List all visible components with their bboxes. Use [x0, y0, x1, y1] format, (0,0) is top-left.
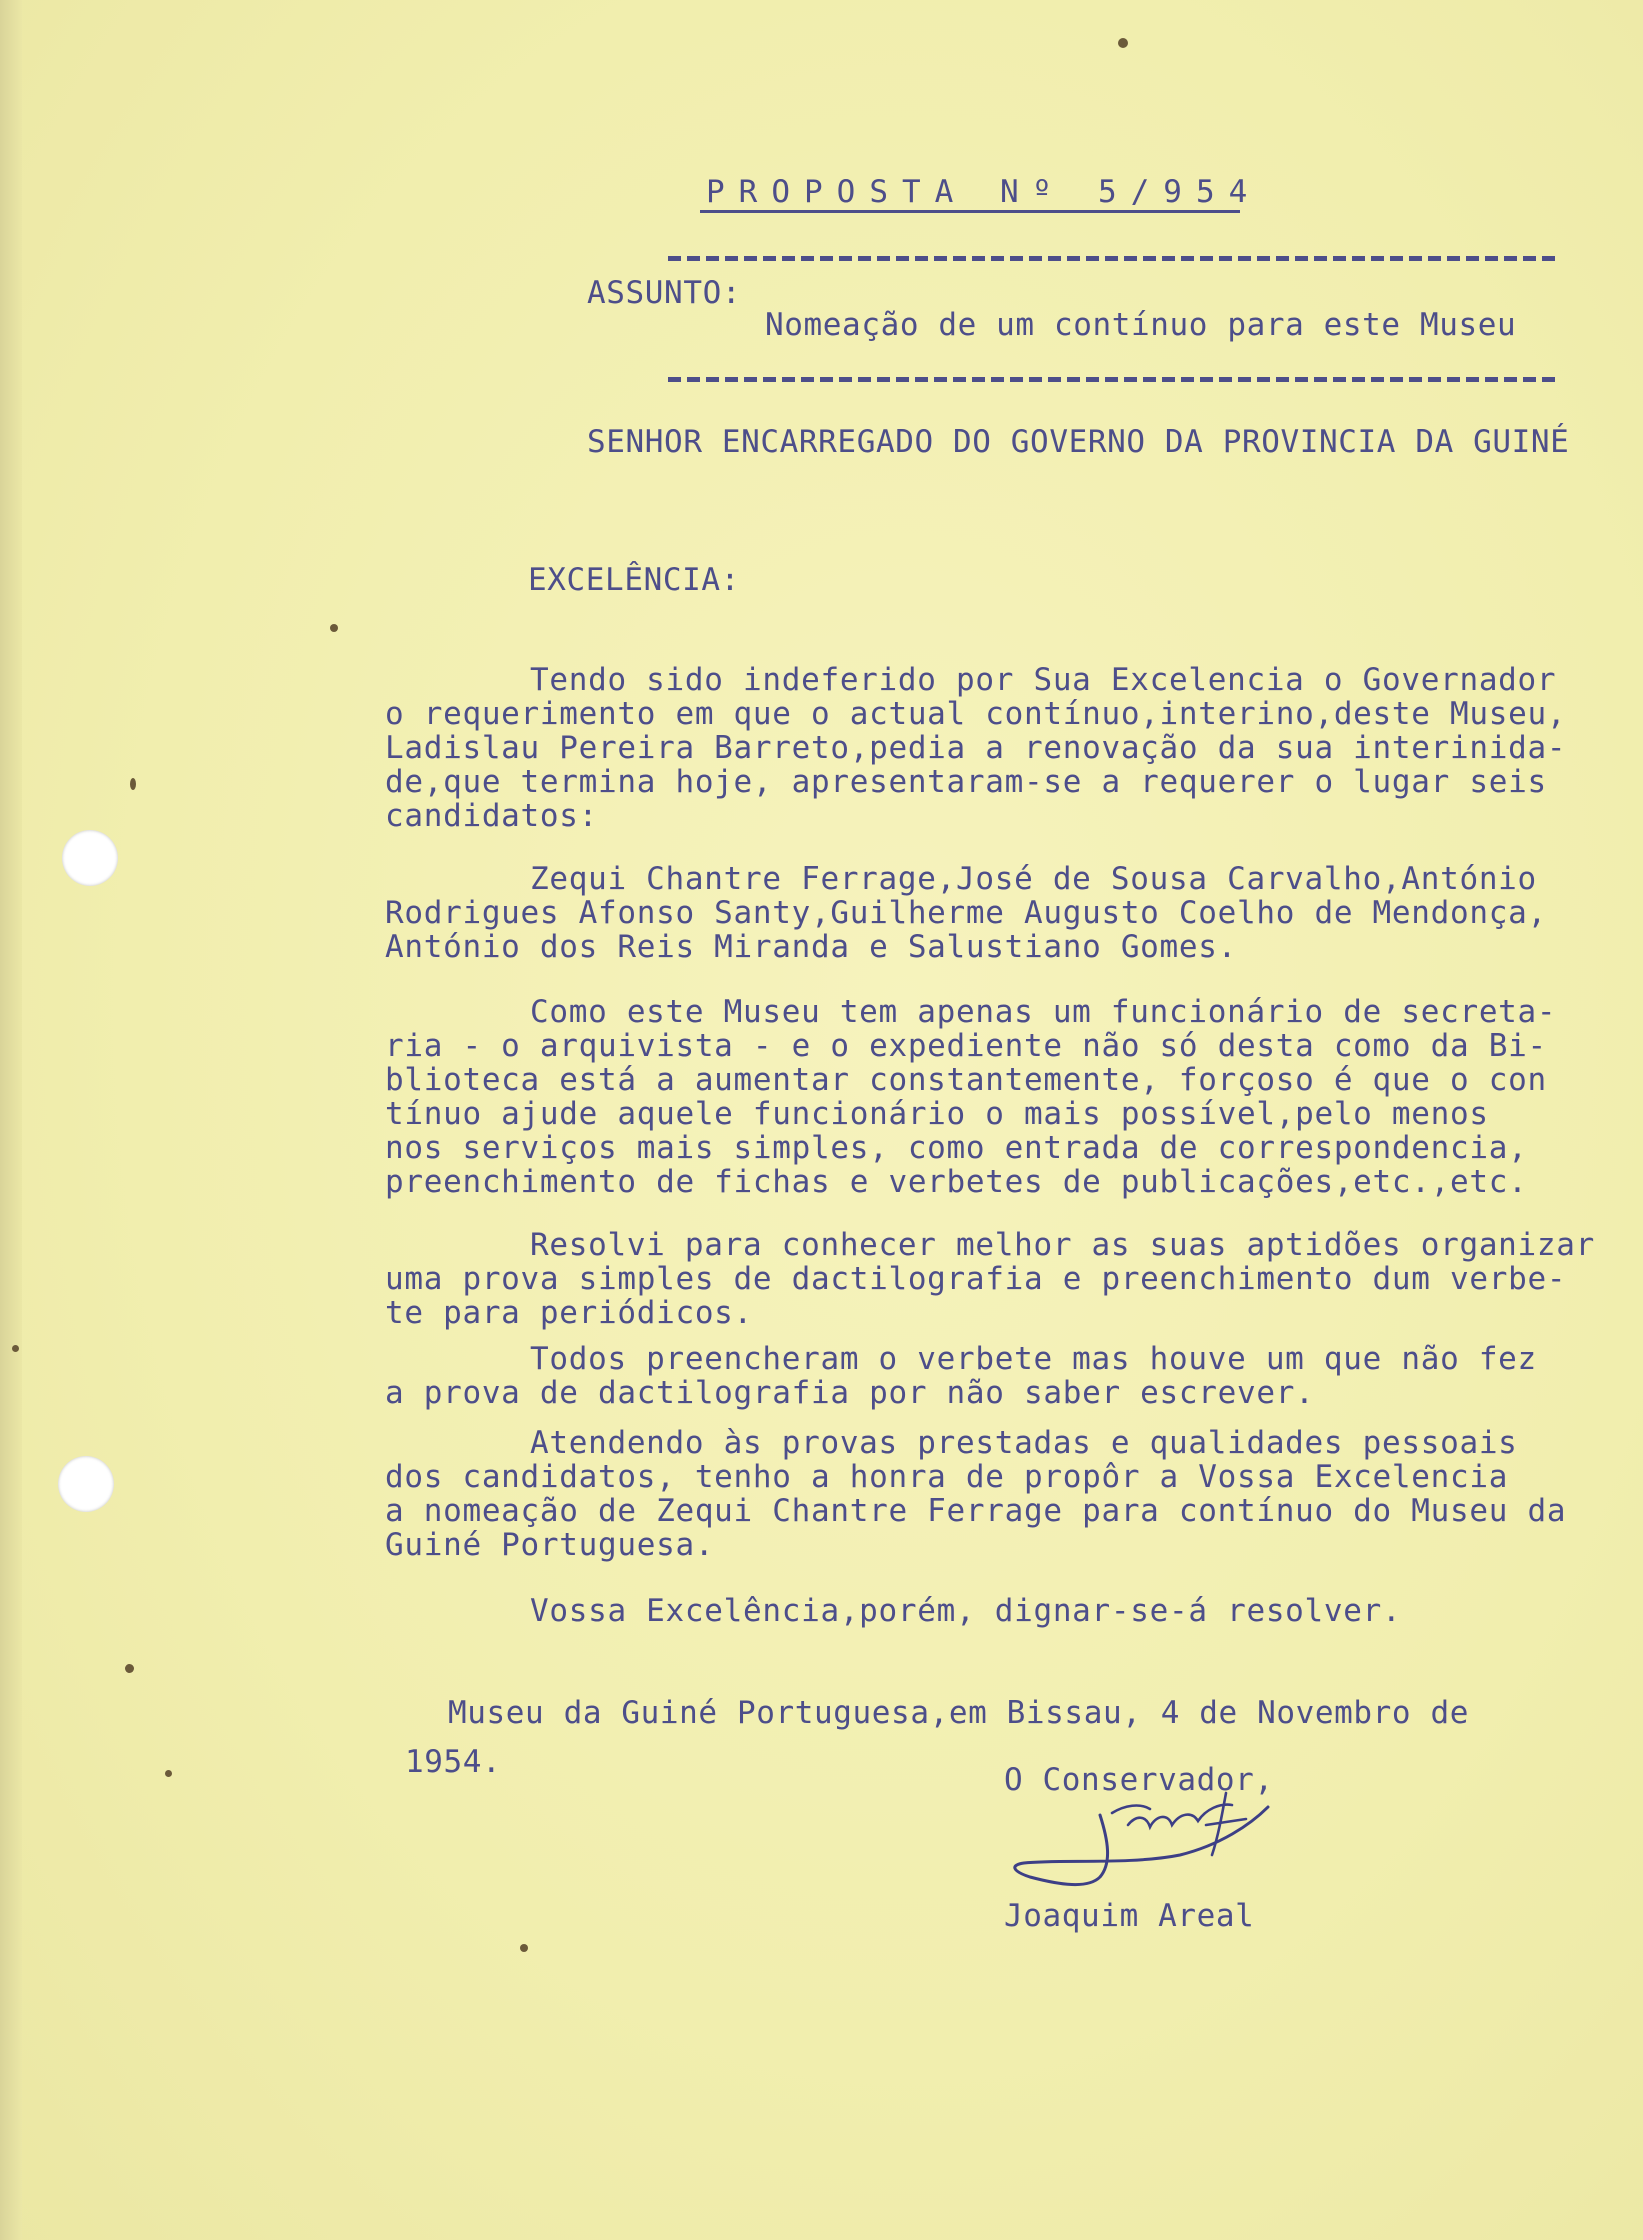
text-line: Guiné Portuguesa. [385, 1527, 715, 1563]
punch-hole-bottom [58, 1456, 114, 1512]
paragraph-2 [385, 862, 1547, 964]
document-title: PROPOSTA Nº 5/954 [706, 174, 1262, 210]
signatory-title: O Conservador, [1004, 1762, 1274, 1798]
text-line: Atendendo às provas prestadas e qualidades pessoais [530, 1425, 1518, 1461]
paper-edge [0, 0, 22, 2240]
separator-rule [668, 256, 1556, 261]
signatory-name: Joaquim Areal [1004, 1898, 1255, 1934]
paragraph-5 [385, 1342, 1537, 1410]
closing-paragraph [385, 1594, 1401, 1628]
subject-text: Nomeação de um contínuo para este Museu [765, 307, 1517, 343]
text-line: ria - o arquivista - e o expediente não só desta como da Bi- [385, 1028, 1547, 1064]
place-date-line: Museu da Guiné Portuguesa,em Bissau, 4 de Novembro de [448, 1695, 1469, 1731]
paragraph-1 [385, 663, 1566, 833]
paper-spot [12, 1345, 19, 1352]
place-date-year: 1954. [405, 1744, 502, 1780]
text-line: Tendo sido indeferido por Sua Excelencia o Governador [530, 662, 1557, 698]
text-line: a prova de dactilografia por não saber escrever. [385, 1375, 1315, 1411]
text-line: António dos Reis Miranda e Salustiano Gomes. [385, 929, 1237, 965]
text-line: nos serviços mais simples, como entrada de correspondencia, [385, 1130, 1528, 1166]
text-line: candidatos: [385, 798, 598, 834]
paper-spot [520, 1944, 528, 1952]
punch-hole-top [62, 830, 118, 886]
paragraph-6 [385, 1426, 1566, 1562]
addressee: SENHOR ENCARREGADO DO GOVERNO DA PROVINCIA DA GUINÉ [587, 424, 1570, 460]
text-line: dos candidatos, tenho a honra de propôr a Vossa Excelencia [385, 1459, 1509, 1495]
paper-spot [330, 624, 338, 632]
paragraph-4 [385, 1228, 1595, 1330]
paper-spot [125, 1664, 134, 1673]
paragraph-3 [385, 995, 1556, 1199]
handwritten-signature [1000, 1785, 1300, 1895]
text-line: Todos preencheram o verbete mas houve um que não fez [530, 1341, 1537, 1377]
text-line: de,que termina hoje, apresentaram-se a requerer o lugar seis [385, 764, 1547, 800]
text-line: tínuo ajude aquele funcionário o mais possível,pelo menos [385, 1096, 1489, 1132]
text-line: Rodrigues Afonso Santy,Guilherme Augusto Coelho de Mendonça, [385, 895, 1547, 931]
text-line: o requerimento em que o actual contínuo,interino,deste Museu, [385, 696, 1567, 732]
text-line: Zequi Chantre Ferrage,José de Sousa Carvalho,António [530, 861, 1537, 897]
text-line: Vossa Excelência,porém, dignar-se-á resolver. [530, 1593, 1402, 1629]
text-line: preenchimento de fichas e verbetes de publicações,etc.,etc. [385, 1164, 1528, 1200]
salutation: EXCELÊNCIA: [528, 562, 740, 598]
text-line: uma prova simples de dactilografia e preenchimento dum verbe- [385, 1261, 1567, 1297]
text-line: te para periódicos. [385, 1295, 753, 1331]
text-line: Ladislau Pereira Barreto,pedia a renovação da sua interinida- [385, 730, 1567, 766]
paper-spot [165, 1770, 172, 1777]
paper-spot [130, 778, 136, 790]
paper-spot [1118, 38, 1128, 48]
subject-label: ASSUNTO: [587, 275, 742, 311]
text-line: Como este Museu tem apenas um funcionário de secreta- [530, 994, 1557, 1030]
text-line: a nomeação de Zequi Chantre Ferrage para contínuo do Museu da [385, 1493, 1567, 1529]
separator-rule [668, 377, 1556, 382]
text-line: blioteca está a aumentar constantemente, forçoso é que o con [385, 1062, 1547, 1098]
text-line: Resolvi para conhecer melhor as suas aptidões organizar [530, 1227, 1595, 1263]
title-underline [700, 210, 1240, 213]
